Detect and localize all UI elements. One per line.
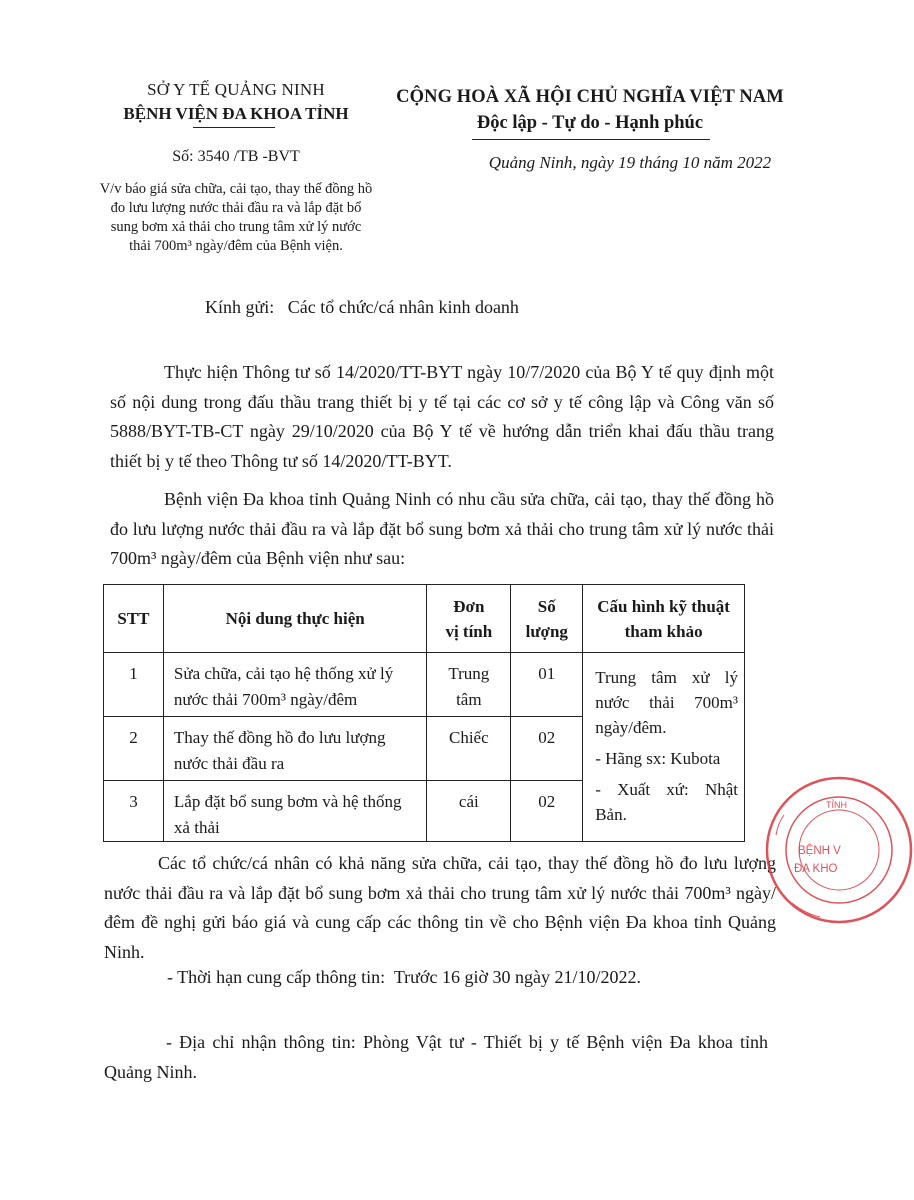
agency-name: BỆNH VIỆN ĐA KHOA TỈNH: [123, 104, 349, 123]
agency-underline: [193, 127, 275, 128]
body-paragraph: Thực hiện Thông tư số 14/2020/TT-BYT ngày 10/7/2020 của Bộ Y tế quy định một số nội dung trong đấu thầu trang thiết bị y tế tại các cơ sở y tế công lập và Công văn số 5888/BYT-TB-CT ngày 29/10/2020 của Bộ Y tế về hướng dẫn triển khai đấu thầu trang thiết bị y tế theo Thông tư số 14/2020/TT-BYT.: [110, 362, 774, 471]
table-row: [104, 653, 745, 717]
col-header-unit-line: Đơn: [453, 596, 485, 616]
col-header-qty-line: Số: [537, 596, 556, 616]
subject-line: thải 700m³ ngày/đêm của Bệnh viện.: [129, 238, 343, 254]
col-header-stt: STT: [104, 585, 164, 653]
cell-content: Thay thế đồng hồ đo lưu lượng nước thải đầu ra: [163, 717, 426, 781]
table-header-row: [104, 585, 745, 653]
official-stamp: [764, 775, 914, 925]
col-header-content: Nội dung thực hiện: [163, 585, 426, 653]
nation-name: CỘNG HOÀ XÃ HỘI CHỦ NGHĨA VIỆT NAM: [396, 87, 784, 107]
col-header-unit: [427, 585, 511, 653]
col-header-qty-line: lượng: [525, 621, 568, 641]
col-header-unit-line: vị tính: [445, 621, 493, 641]
cell-unit: Trung tâm: [427, 653, 511, 717]
spec-line: - Xuất xứ: Nhật: [595, 780, 738, 799]
cell-stt: 2: [104, 717, 164, 781]
spec-line: - Hãng sx: Kubota: [595, 749, 721, 768]
recipient-line: Kính gửi: Các tổ chức/cá nhân kinh doanh: [205, 297, 519, 317]
cell-qty: 01: [511, 653, 583, 717]
agency-header: [98, 78, 374, 126]
col-header-spec-line: tham khảo: [624, 621, 703, 641]
document-number: Số: 3540 /TB -BVT: [172, 148, 300, 165]
subject-line: sung bơm xả thải cho trung tâm xử lý nước: [110, 219, 362, 235]
cell-unit: Chiếc: [427, 717, 511, 781]
col-header-spec: [583, 585, 745, 653]
spec-line: nước thải 700m³: [595, 693, 738, 712]
address-item: - Địa chỉ nhận thông tin: Phòng Vật tư - Thiết bị y tế Bệnh viện Đa khoa tỉnh Quảng Ninh.: [104, 1032, 768, 1082]
cell-stt: 1: [104, 653, 164, 717]
stamp-text-line: BỆNH V: [798, 845, 841, 857]
motto-underline: [472, 139, 710, 140]
subject-line: đo lưu lượng nước thải đầu ra và lắp đặt bổ: [110, 200, 362, 216]
document-subject: [90, 180, 382, 256]
cell-stt: 3: [104, 781, 164, 842]
cell-content: Sửa chữa, cải tạo hệ thống xử lý nước thải 700m³ ngày/đêm: [163, 653, 426, 717]
col-header-qty: [511, 585, 583, 653]
body-paragraph: Các tổ chức/cá nhân có khả năng sửa chữa, cải tạo, thay thế đồng hồ đo lưu lượng nước thải đầu ra và lắp đặt bổ sung bơm xả thải cho trung tâm xử lý nước thải 700m³ ngày/đêm đề nghị gửi báo giá và cung cấp các thông tin về cho Bệnh viện Đa khoa tỉnh Quảng Ninh.: [104, 853, 776, 962]
spec-line: Bản.: [595, 805, 627, 824]
body-paragraph: Bệnh viện Đa khoa tỉnh Quảng Ninh có nhu cầu sửa chữa, cải tạo, thay thế đồng hồ đo lưu lượng nước thải đầu ra và lắp đặt bổ sung bơm xả thải cho trung tâm xử lý nước thải 700m³ ngày/đêm của Bệnh viện như sau:: [110, 489, 774, 568]
spec-line: ngày/đêm.: [595, 718, 667, 737]
spec-line: Trung tâm xử lý: [595, 668, 738, 687]
cell-qty: 02: [511, 717, 583, 781]
col-header-spec-line: Cấu hình kỹ thuật: [597, 596, 730, 616]
national-motto: Độc lập - Tự do - Hạnh phúc: [476, 113, 704, 133]
date-location: Quảng Ninh, ngày 19 tháng 10 năm 2022: [488, 153, 772, 172]
requirements-table: [103, 584, 745, 842]
cell-spec: [583, 653, 745, 842]
stamp-top-text: TỈNH: [826, 800, 847, 810]
deadline-item: - Thời hạn cung cấp thông tin: Trước 16 giờ 30 ngày 21/10/2022.: [167, 967, 641, 987]
cell-unit: cái: [427, 781, 511, 842]
stamp-text-line: ĐA KHO: [794, 863, 838, 875]
cell-content: Lắp đặt bổ sung bơm và hệ thống xả thải: [163, 781, 426, 842]
stamp-arc-mark: [776, 815, 784, 835]
agency-parent-name: SỞ Y TẾ QUẢNG NINH: [147, 80, 325, 99]
subject-line: V/v báo giá sửa chữa, cải tạo, thay thế đồng hồ: [99, 181, 373, 197]
national-header: [380, 84, 800, 136]
cell-qty: 02: [511, 781, 583, 842]
